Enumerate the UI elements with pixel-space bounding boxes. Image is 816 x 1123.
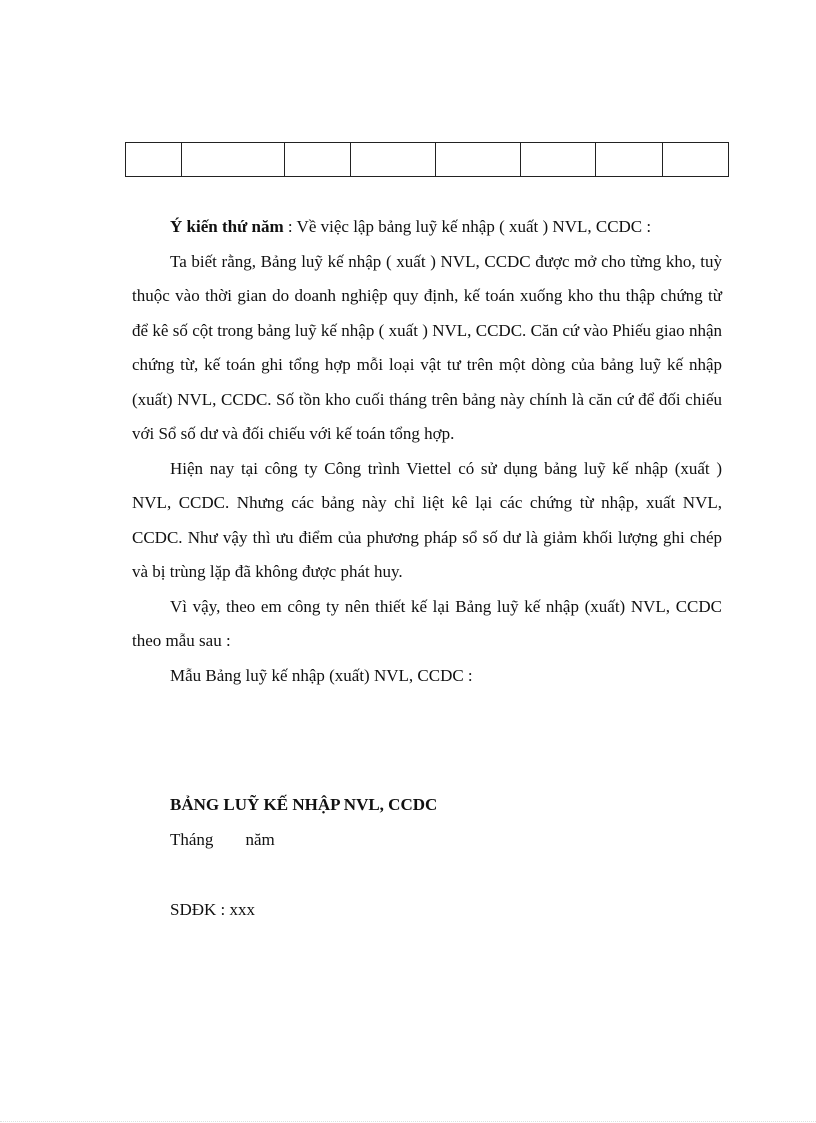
table-cell bbox=[182, 143, 285, 177]
month-label: Tháng bbox=[170, 830, 214, 849]
table-cell bbox=[126, 143, 182, 177]
paragraph-heading bbox=[132, 210, 722, 245]
table-cell bbox=[663, 143, 729, 177]
form-title: BẢNG LUỸ KẾ NHẬP NVL, CCDC bbox=[170, 795, 438, 814]
table-cell bbox=[521, 143, 596, 177]
paragraph-lead-rest: : Về việc lập bảng luỹ kế nhập ( xuất ) NVL, CCDC : bbox=[283, 217, 652, 236]
table-cell bbox=[596, 143, 663, 177]
year-label: năm bbox=[245, 830, 275, 849]
paragraph-lead: Ý kiến thứ năm bbox=[170, 217, 284, 236]
paragraph: Mẫu Bảng luỹ kế nhập (xuất) NVL, CCDC : bbox=[170, 665, 473, 685]
paragraph: Hiện nay tại công ty Công trình Viettel có sử dụng bảng luỹ kế nhập (xuất ) NVL, CCDC. Nhưng các bảng này chỉ liệt kê lại các chứng từ nhập, xuất NVL, CCDC. Như vậy thì ưu điểm của phương pháp sổ số dư là giảm khối lượng ghi chép và bị trùng lặp đã không được phát huy. bbox=[132, 458, 722, 581]
table-cell bbox=[285, 143, 351, 177]
table-cell bbox=[351, 143, 436, 177]
top-empty-table bbox=[125, 142, 729, 177]
paragraph: Ta biết rằng, Bảng luỹ kế nhập ( xuất ) NVL, CCDC được mở cho từng kho, tuỳ thuộc vào thời gian do doanh nghiệp quy định, kế toán xuống kho thu thập chứng từ để kê số cột trong bảng luỹ kế nhập ( xuất ) NVL, CCDC. Căn cứ vào Phiếu giao nhận chứng từ, kế toán ghi tổng hợp mỗi loại vật tư trên một dòng của bảng luỹ kế nhập (xuất) NVL, CCDC. Số tồn kho cuối tháng trên bảng này chính là căn cứ để đối chiếu với Sổ số dư và đối chiếu với kế toán tổng hợp. bbox=[132, 251, 722, 443]
table-row bbox=[126, 143, 729, 177]
paragraph: Vì vậy, theo em công ty nên thiết kế lại Bảng luỹ kế nhập (xuất) NVL, CCDC theo mẫu sau : bbox=[132, 596, 722, 650]
table-cell bbox=[436, 143, 521, 177]
opening-balance: SDĐK : xxx bbox=[170, 900, 256, 919]
page-bottom-rule bbox=[0, 1121, 816, 1122]
form-period bbox=[170, 830, 275, 850]
document-body bbox=[132, 210, 722, 693]
